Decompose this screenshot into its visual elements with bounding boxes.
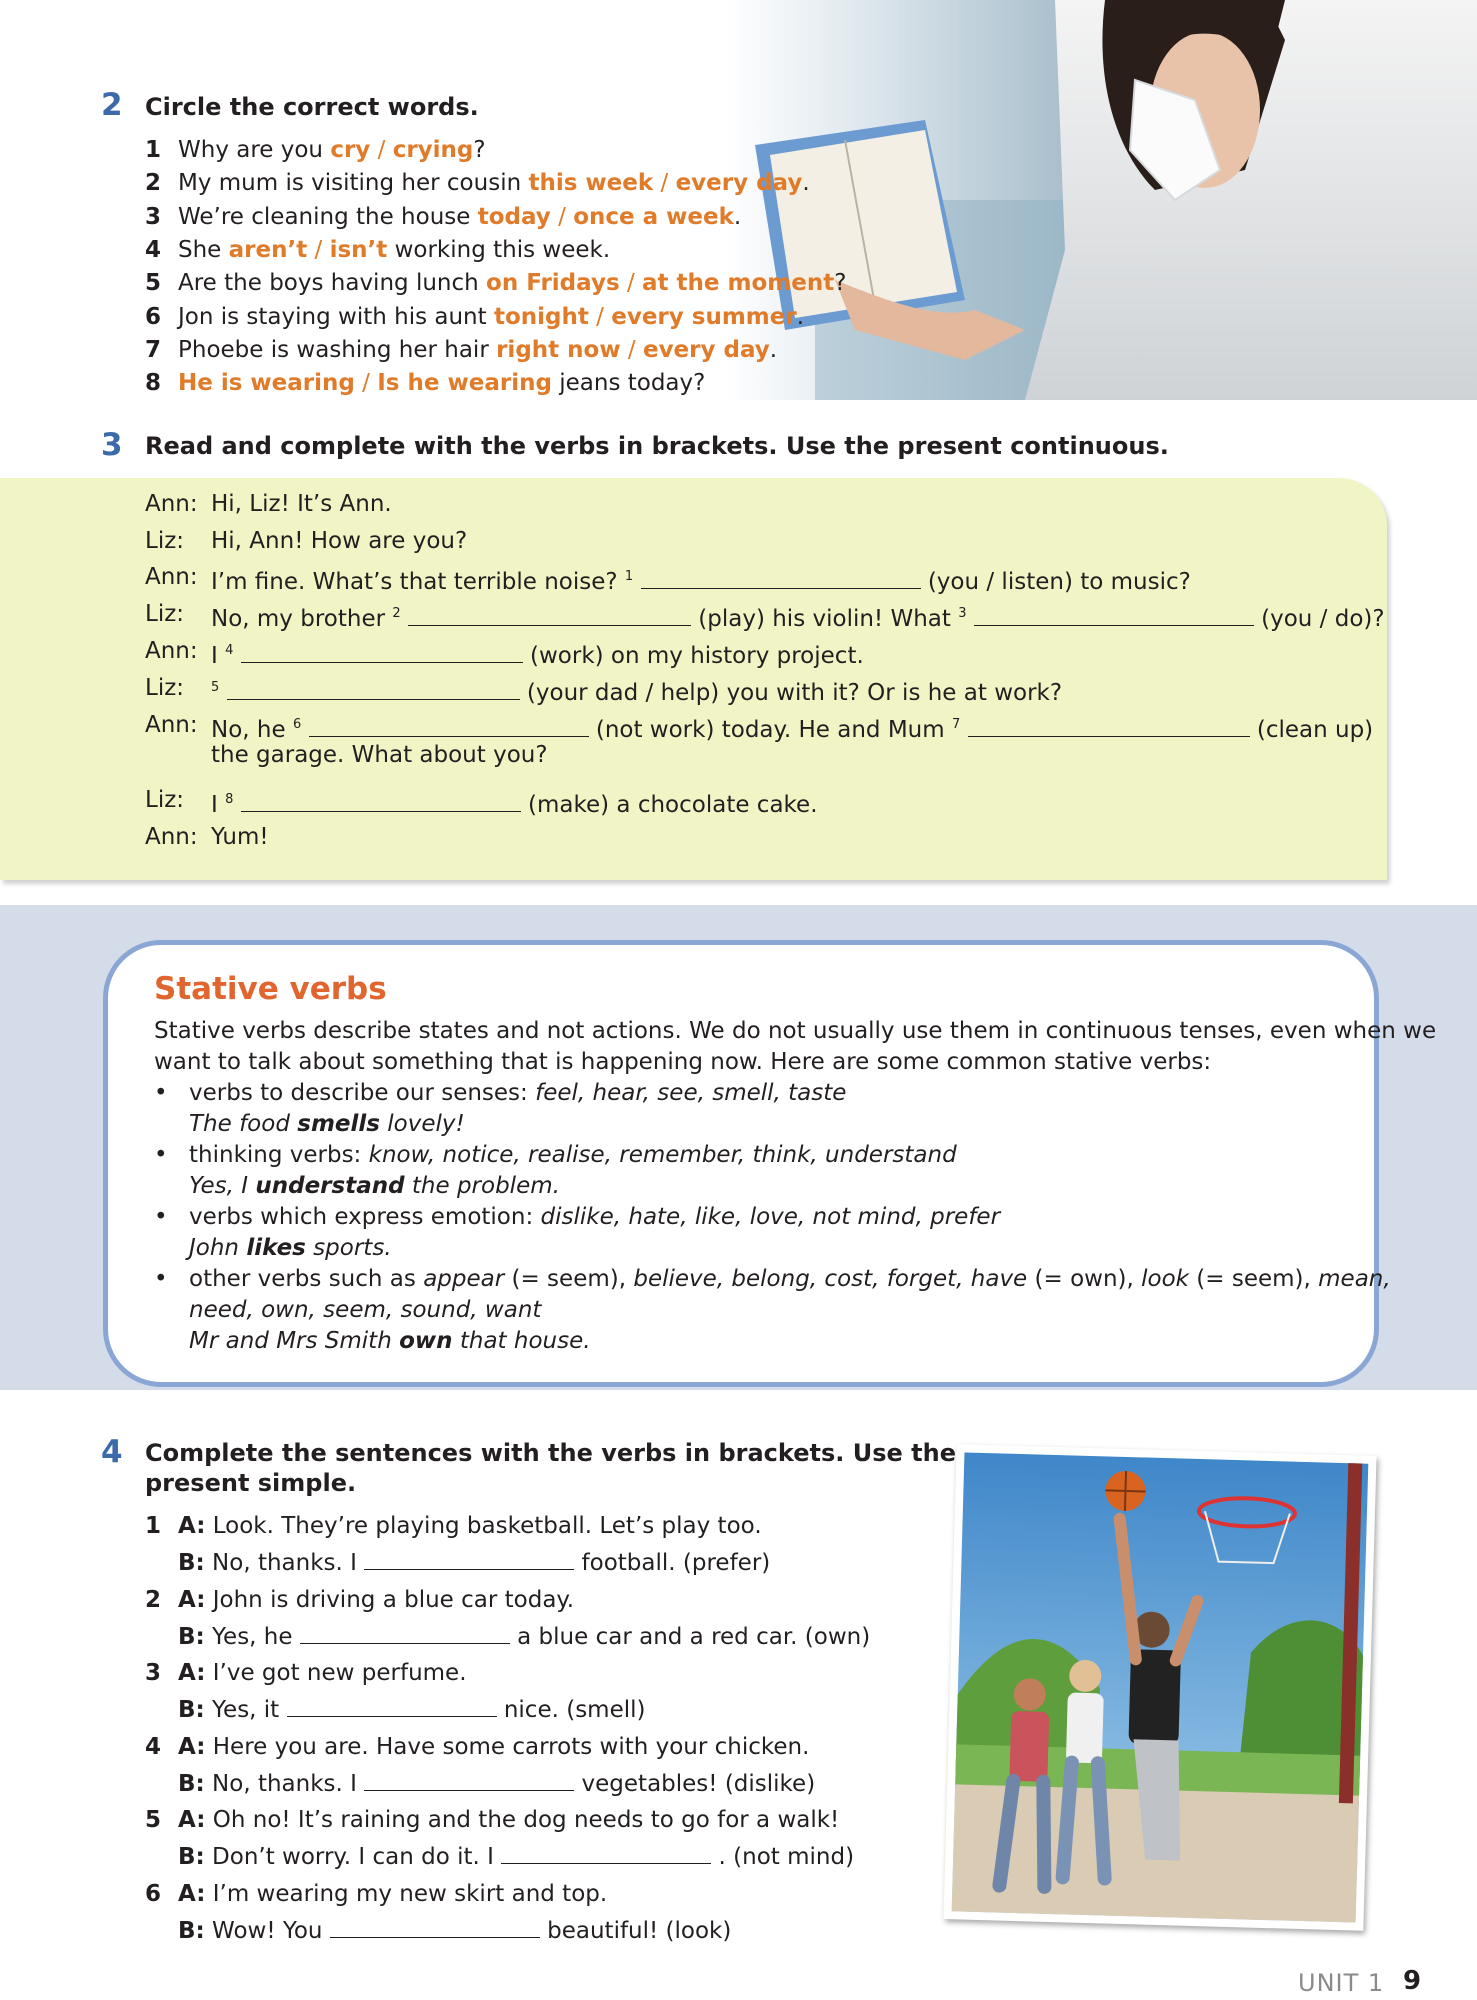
item-text-post: .	[769, 337, 778, 363]
line-a	[178, 1805, 839, 1835]
option-separator: /	[354, 370, 378, 396]
item-number: 4	[145, 237, 162, 263]
dialogue-text: (you / do)?	[1261, 606, 1385, 632]
speaker-label: Liz:	[145, 601, 185, 627]
bullet-4: •	[154, 1266, 168, 1292]
dialogue-text: (clean up)	[1256, 717, 1374, 743]
line-b	[178, 1769, 815, 1799]
item-number: 4	[145, 1734, 162, 1760]
line-b	[178, 1548, 770, 1578]
other-ex-bold: own	[399, 1328, 453, 1354]
dialogue-text: I	[211, 792, 226, 818]
item-text-pre: Jon is staying with his aunt	[178, 304, 494, 330]
dialogue-text: (work) on my history project.	[530, 643, 864, 669]
stative-intro-2: want to talk about something that is happening now. Here are some common stative verbs:	[154, 1049, 1212, 1075]
item-number: 6	[145, 1881, 162, 1907]
thinking-ex-post: the problem.	[404, 1173, 560, 1199]
exercise-4-instruction-1: Complete the sentences with the verbs in brackets. Use the	[145, 1439, 956, 1467]
option-b[interactable]: once a week	[573, 204, 734, 230]
line-a	[178, 1732, 809, 1762]
senses-ex-pre: The food	[189, 1111, 298, 1137]
speaker-label: Liz:	[145, 787, 185, 813]
emotion-lead: verbs which express emotion:	[189, 1204, 541, 1230]
thinking-list: know, notice, realise, remember, think, understand	[368, 1142, 957, 1168]
circle-item	[178, 302, 804, 332]
other-p2: (= seem),	[504, 1266, 634, 1292]
dialogue-line	[211, 526, 467, 556]
speaker-label: Liz:	[145, 675, 185, 701]
line-a	[178, 1511, 762, 1541]
stative-emotion	[189, 1202, 1000, 1233]
line-a	[178, 1585, 574, 1615]
dialogue-text: (you / listen) to music?	[927, 569, 1191, 595]
thinking-lead: thinking verbs:	[189, 1142, 369, 1168]
dialogue-text: No, my brother	[211, 606, 393, 632]
speaker-a-label: A:	[178, 1807, 206, 1833]
dialogue-text: I’m fine. What’s that terrible noise?	[211, 569, 625, 595]
dialogue-text: No, he	[211, 717, 293, 743]
answer-blank[interactable]	[330, 1917, 540, 1938]
exercise-4-number: 4	[101, 1434, 123, 1470]
line-b-text-post: vegetables! (dislike)	[581, 1771, 816, 1797]
option-a[interactable]: aren’t	[228, 237, 308, 263]
option-b[interactable]: crying	[392, 137, 474, 163]
photo-basketball	[943, 1444, 1376, 1931]
exercise-3-instruction: Read and complete with the verbs in brackets. Use the present continuous.	[145, 432, 1169, 460]
gap-number: 1	[624, 569, 634, 584]
line-b	[178, 1842, 854, 1872]
option-a[interactable]: right now	[496, 337, 621, 363]
speaker-b-label: B:	[178, 1697, 205, 1723]
senses-ex-bold: smells	[297, 1111, 380, 1137]
line-b	[178, 1695, 646, 1725]
line-b-text-pre: Don’t worry. I can do it. I	[212, 1844, 502, 1870]
dialogue-line	[211, 599, 1385, 634]
option-b[interactable]: isn’t	[329, 237, 388, 263]
circle-item	[178, 368, 705, 398]
senses-ex-post: lovely!	[379, 1111, 465, 1137]
stative-emotion-example	[189, 1233, 392, 1264]
item-text-pre: My mum is visiting her cousin	[178, 170, 529, 196]
stative-other	[189, 1264, 1391, 1295]
dialogue-text: (make) a chocolate cake.	[528, 792, 818, 818]
speaker-a-label: A:	[178, 1881, 206, 1907]
dialogue-text: (your dad / help) you with it? Or is he at work?	[526, 680, 1063, 706]
stative-senses-example	[189, 1109, 465, 1140]
answer-blank[interactable]	[300, 1623, 510, 1644]
speaker-label: Ann:	[145, 491, 198, 517]
speaker-b-label: B:	[178, 1624, 205, 1650]
speaker-label: Ann:	[145, 638, 198, 664]
option-a[interactable]: on Fridays	[486, 270, 620, 296]
emotion-ex-bold: likes	[246, 1235, 306, 1261]
other-p1: appear	[423, 1266, 505, 1292]
option-separator: /	[588, 304, 612, 330]
option-b[interactable]: every summer	[611, 304, 797, 330]
gap-number: 3	[958, 606, 967, 621]
stative-other-example	[189, 1326, 591, 1357]
line-b-text-post: nice. (smell)	[503, 1697, 646, 1723]
gap-number: 4	[225, 643, 234, 658]
line-b	[178, 1916, 731, 1946]
gap-number: 2	[392, 606, 401, 621]
stative-thinking	[189, 1140, 957, 1171]
dialogue-text: (not work) today. He and Mum	[595, 717, 952, 743]
item-number: 3	[145, 1660, 162, 1686]
gap-number: 5	[211, 680, 220, 695]
stative-verbs-title: Stative verbs	[154, 971, 387, 1007]
option-a[interactable]: tonight	[493, 304, 589, 330]
item-text-pre: She	[178, 237, 229, 263]
item-number: 2	[145, 170, 162, 196]
stative-thinking-example	[189, 1171, 560, 1202]
item-number: 1	[145, 1513, 162, 1539]
item-number: 7	[145, 337, 162, 363]
speaker-a-label: A:	[178, 1587, 206, 1613]
emotion-ex-post: sports.	[305, 1235, 392, 1261]
item-number: 5	[145, 1807, 162, 1833]
item-text-post: .	[733, 204, 742, 230]
item-number: 5	[145, 270, 162, 296]
line-b-text-pre: Yes, he	[212, 1624, 300, 1650]
line-b-text-post: . (not mind)	[718, 1844, 855, 1870]
exercise-2-instruction: Circle the correct words.	[145, 93, 479, 121]
line-a-text: Here you are. Have some carrots with your chicken.	[212, 1734, 810, 1760]
item-number: 1	[145, 137, 162, 163]
circle-item	[178, 235, 610, 265]
line-b-text-pre: No, thanks. I	[212, 1550, 365, 1576]
line-b-text-post: a blue car and a red car. (own)	[517, 1624, 871, 1650]
dialogue-continuation: the garage. What about you?	[211, 742, 548, 768]
option-separator: /	[620, 337, 643, 363]
line-b-text-pre: No, thanks. I	[212, 1771, 365, 1797]
thinking-ex-pre: Yes, I	[189, 1173, 256, 1199]
option-separator: /	[619, 270, 643, 296]
other-ex-pre: Mr and Mrs Smith	[189, 1328, 400, 1354]
other-p7: mean,	[1318, 1266, 1391, 1292]
speaker-b-label: B:	[178, 1771, 205, 1797]
line-a-text: I’m wearing my new skirt and top.	[212, 1881, 608, 1907]
dialogue-line	[211, 785, 818, 820]
option-separator: /	[307, 237, 330, 263]
option-a[interactable]: this week	[528, 170, 654, 196]
line-a	[178, 1879, 607, 1909]
senses-list: feel, hear, see, smell, taste	[535, 1080, 847, 1106]
line-a-text: John is driving a blue car today.	[212, 1587, 575, 1613]
exercise-4-instruction-2: present simple.	[145, 1469, 357, 1497]
answer-blank[interactable]	[241, 642, 523, 663]
answer-blank[interactable]	[501, 1843, 711, 1864]
other-p3: believe, belong, cost, forget, have	[633, 1266, 1028, 1292]
option-a[interactable]: cry	[330, 137, 371, 163]
item-number: 6	[145, 304, 162, 330]
option-b[interactable]: every day	[642, 337, 770, 363]
circle-item	[178, 168, 810, 198]
speaker-a-label: A:	[178, 1513, 206, 1539]
option-b[interactable]: every day	[675, 170, 803, 196]
emotion-list: dislike, hate, like, love, not mind, prefer	[540, 1204, 1001, 1230]
speaker-b-label: B:	[178, 1918, 205, 1944]
line-a-text: Oh no! It’s raining and the dog needs to go for a walk!	[212, 1807, 840, 1833]
dialogue-text: Hi, Ann! How are you?	[211, 528, 468, 554]
line-a-text: Look. They’re playing basketball. Let’s play too.	[212, 1513, 762, 1539]
dialogue-line	[211, 562, 1191, 597]
exercise-3-number: 3	[101, 427, 123, 463]
line-b-text-post: football. (prefer)	[581, 1550, 771, 1576]
speaker-b-label: B:	[178, 1844, 205, 1870]
answer-blank[interactable]	[641, 568, 921, 589]
item-text-post: jeans today?	[551, 370, 706, 396]
item-number: 2	[145, 1587, 162, 1613]
answer-blank[interactable]	[968, 716, 1250, 737]
gap-number: 7	[951, 717, 961, 732]
stative-senses	[189, 1078, 846, 1109]
gap-number: 6	[292, 717, 302, 732]
dialogue-text: (play) his violin! What	[698, 606, 959, 632]
answer-blank[interactable]	[974, 605, 1254, 626]
answer-blank[interactable]	[309, 716, 589, 737]
gap-number: 8	[225, 792, 234, 807]
option-separator: /	[653, 170, 676, 196]
dialogue-text: Hi, Liz! It’s Ann.	[211, 491, 392, 517]
exercise-2-number: 2	[101, 87, 123, 123]
answer-blank[interactable]	[241, 791, 521, 812]
answer-blank[interactable]	[227, 679, 520, 700]
other-p6: (= seem),	[1189, 1266, 1319, 1292]
dialogue-text: I	[211, 643, 226, 669]
other-lead: other verbs such as	[189, 1266, 424, 1292]
line-a	[178, 1658, 467, 1688]
bullet-2: •	[154, 1142, 168, 1168]
emotion-ex-pre: John	[189, 1235, 247, 1261]
footer-page-number: 9	[1403, 1966, 1422, 1996]
senses-lead: verbs to describe our senses:	[189, 1080, 536, 1106]
other-p5: look	[1141, 1266, 1189, 1292]
circle-item	[178, 202, 741, 232]
item-number: 8	[145, 370, 162, 396]
bullet-1: •	[154, 1080, 168, 1106]
answer-blank[interactable]	[287, 1696, 497, 1717]
item-text-pre: We’re cleaning the house	[178, 204, 478, 230]
photo-girl-reading	[725, 0, 1477, 400]
speaker-label: Liz:	[145, 528, 185, 554]
speaker-label: Ann:	[145, 824, 198, 850]
dialogue-text: Yum!	[211, 824, 269, 850]
speaker-label: Ann:	[145, 712, 198, 738]
line-b-text-post: beautiful! (look)	[547, 1918, 732, 1944]
option-b[interactable]: Is he wearing	[377, 370, 552, 396]
option-separator: /	[550, 204, 574, 230]
footer-unit-label: UNIT 1	[1298, 1969, 1385, 1997]
stative-intro-1: Stative verbs describe states and not actions. We do not usually use them in continuous tenses, even when we	[154, 1018, 1437, 1044]
line-b	[178, 1622, 870, 1652]
item-text-post: ?	[834, 270, 847, 296]
option-a[interactable]: today	[477, 204, 551, 230]
thinking-ex-bold: understand	[255, 1173, 405, 1199]
option-separator: /	[370, 137, 393, 163]
dialogue-line	[211, 673, 1062, 708]
dialogue-line	[211, 489, 392, 519]
speaker-a-label: A:	[178, 1734, 206, 1760]
item-text-post: .	[802, 170, 810, 196]
bullet-3: •	[154, 1204, 168, 1230]
line-b-text-pre: Wow! You	[212, 1918, 330, 1944]
option-b[interactable]: at the moment	[642, 270, 835, 296]
dialogue-line	[211, 636, 864, 671]
circle-item	[178, 268, 846, 298]
item-text-post: .	[796, 304, 805, 330]
answer-blank[interactable]	[364, 1549, 574, 1570]
line-b-text-pre: Yes, it	[212, 1697, 287, 1723]
item-text-post: ?	[473, 137, 486, 163]
circle-item	[178, 135, 486, 165]
other-ex-post: that house.	[452, 1328, 591, 1354]
dialogue-line	[211, 822, 269, 852]
option-a[interactable]: He is wearing	[178, 370, 355, 396]
circle-item	[178, 335, 777, 365]
stative-other-line2: need, own, seem, sound, want	[189, 1297, 542, 1323]
speaker-b-label: B:	[178, 1550, 205, 1576]
line-a-text: I’ve got new perfume.	[212, 1660, 467, 1686]
item-text-post: working this week.	[387, 237, 611, 263]
answer-blank[interactable]	[408, 605, 691, 626]
item-text-pre: Phoebe is washing her hair	[178, 337, 497, 363]
item-text-pre: Why are you	[178, 137, 331, 163]
other-p4: (= own),	[1027, 1266, 1142, 1292]
item-number: 3	[145, 204, 162, 230]
answer-blank[interactable]	[364, 1770, 574, 1791]
item-text-pre: Are the boys having lunch	[178, 270, 487, 296]
speaker-label: Ann:	[145, 564, 198, 590]
speaker-a-label: A:	[178, 1660, 206, 1686]
